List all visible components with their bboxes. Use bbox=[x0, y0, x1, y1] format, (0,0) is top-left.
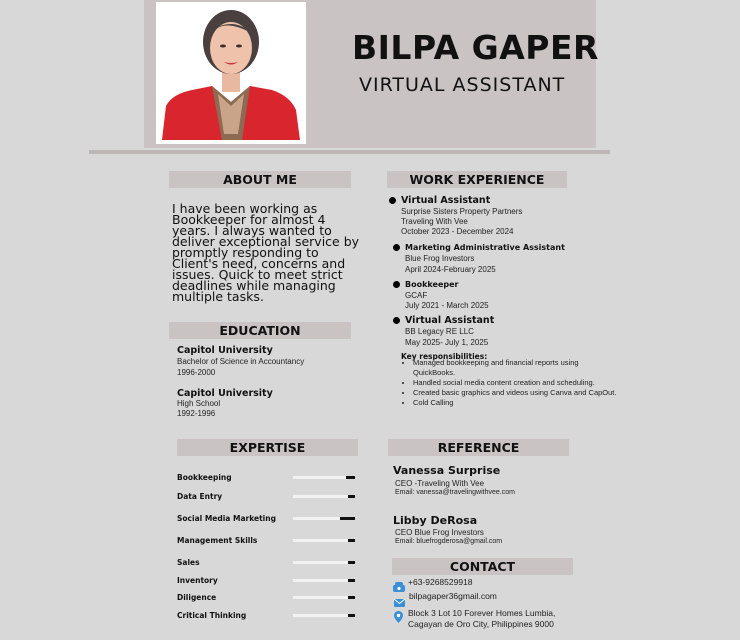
skill-bar bbox=[293, 561, 355, 564]
skill-name: Data Entry bbox=[177, 492, 223, 501]
skill-bar bbox=[293, 596, 355, 599]
reference-role: CEO Blue Frog Investors bbox=[395, 528, 484, 537]
contact-address-line2: Cagayan de Oro City, Philippines 9000 bbox=[408, 619, 554, 629]
skill-name: Critical Thinking bbox=[177, 611, 247, 620]
education-school: Capitol University bbox=[177, 388, 273, 399]
skill-name: Social Media Marketing bbox=[177, 514, 276, 523]
skill-name: Inventory bbox=[177, 576, 218, 585]
about-heading: ABOUT ME bbox=[169, 171, 351, 188]
skill-bar-fill bbox=[348, 495, 355, 498]
responsibility-item: • Handled social media content creation and scheduling. bbox=[413, 378, 618, 388]
education-years: 1996-2000 bbox=[177, 368, 216, 377]
job-detail: Traveling With Vee bbox=[401, 217, 468, 226]
contact-phone[interactable]: +63-9268529918 bbox=[408, 577, 473, 587]
responsibilities-list bbox=[386, 358, 618, 408]
candidate-name: BILPA GAPER bbox=[352, 28, 599, 67]
education-school: Capitol University bbox=[177, 345, 273, 356]
responsibility-item: • Managed bookkeeping and financial reports using QuickBooks. bbox=[413, 358, 618, 378]
job-detail: BB Legacy RE LLC bbox=[405, 327, 474, 336]
contact-email[interactable]: bilpagaper36gmail.com bbox=[409, 591, 497, 601]
responsibility-item: • Cold Calling bbox=[413, 398, 618, 408]
job-bullet bbox=[393, 281, 400, 288]
skill-bar-fill bbox=[348, 579, 355, 582]
reference-email[interactable]: Email: bluefrogderosa@gmail.com bbox=[395, 538, 503, 545]
job-detail: GCAF bbox=[405, 291, 428, 300]
header-divider bbox=[89, 150, 610, 154]
job-role: Marketing Administrative Assistant bbox=[405, 243, 565, 252]
job-detail: April 2024-February 2025 bbox=[405, 265, 496, 274]
job-role: Bookkeeper bbox=[405, 280, 459, 289]
skill-bar bbox=[293, 579, 355, 582]
location-pin-icon bbox=[394, 608, 403, 627]
education-degree: Bachelor of Science in Accountancy bbox=[177, 357, 305, 366]
skill-name: Sales bbox=[177, 558, 200, 567]
skill-bar bbox=[293, 495, 355, 498]
reference-role: CEO -Traveling With Vee bbox=[395, 479, 485, 488]
skill-bar bbox=[293, 614, 355, 617]
profile-photo bbox=[162, 6, 300, 140]
skill-bar-fill bbox=[340, 517, 355, 520]
reference-name: Libby DeRosa bbox=[393, 514, 478, 527]
skill-name: Diligence bbox=[177, 593, 217, 602]
key-responsibilities-heading: Key responsibilities: bbox=[401, 352, 488, 361]
job-detail: Surprise Sisters Property Partners bbox=[401, 207, 523, 216]
job-role: Virtual Assistant bbox=[401, 195, 491, 206]
job-detail: October 2023 - December 2024 bbox=[401, 227, 514, 236]
reference-heading: REFERENCE bbox=[388, 439, 569, 456]
job-detail: July 2021 - March 2025 bbox=[405, 301, 489, 310]
skill-bar bbox=[293, 517, 355, 520]
expertise-heading: EXPERTISE bbox=[177, 439, 358, 456]
job-detail: Blue Frog Investors bbox=[405, 254, 475, 263]
skill-bar-fill bbox=[348, 539, 355, 542]
skill-bar-fill bbox=[348, 596, 355, 599]
job-role: Virtual Assistant bbox=[405, 315, 495, 326]
candidate-title: VIRTUAL ASSISTANT bbox=[359, 74, 566, 96]
work-heading: WORK EXPERIENCE bbox=[387, 171, 567, 188]
about-text: I have been working as Bookkeeper for almost 4 years. I always wanted to deliver exceptional service by promptly responding to Client's need, concerns and issues. Quick to meet strict deadlines while managing multiple tasks. bbox=[172, 201, 360, 304]
job-detail: May 2025- July 1, 2025 bbox=[405, 338, 489, 347]
skill-bar-fill bbox=[348, 561, 355, 564]
skill-bar-fill bbox=[348, 614, 355, 617]
responsibility-item: • Created basic graphics and videos using Canva and CapOut. bbox=[413, 388, 618, 398]
skill-name: Management Skills bbox=[177, 536, 258, 545]
contact-heading: CONTACT bbox=[392, 558, 573, 575]
education-years: 1992-1996 bbox=[177, 409, 216, 418]
education-heading: EDUCATION bbox=[169, 322, 351, 339]
job-bullet bbox=[393, 317, 400, 324]
skill-bar bbox=[293, 539, 355, 542]
skill-bar-fill bbox=[346, 476, 355, 479]
skill-name: Bookkeeping bbox=[177, 473, 232, 482]
reference-email[interactable]: Email: vanessa@travelingwithvee.com bbox=[395, 489, 515, 496]
job-bullet bbox=[389, 197, 396, 204]
contact-address-line1: Block 3 Lot 10 Forever Homes Lumbia, bbox=[408, 608, 556, 618]
reference-name: Vanessa Surprise bbox=[393, 464, 501, 477]
job-bullet bbox=[393, 244, 400, 251]
skill-bar bbox=[293, 476, 355, 479]
education-degree: High School bbox=[177, 399, 221, 408]
